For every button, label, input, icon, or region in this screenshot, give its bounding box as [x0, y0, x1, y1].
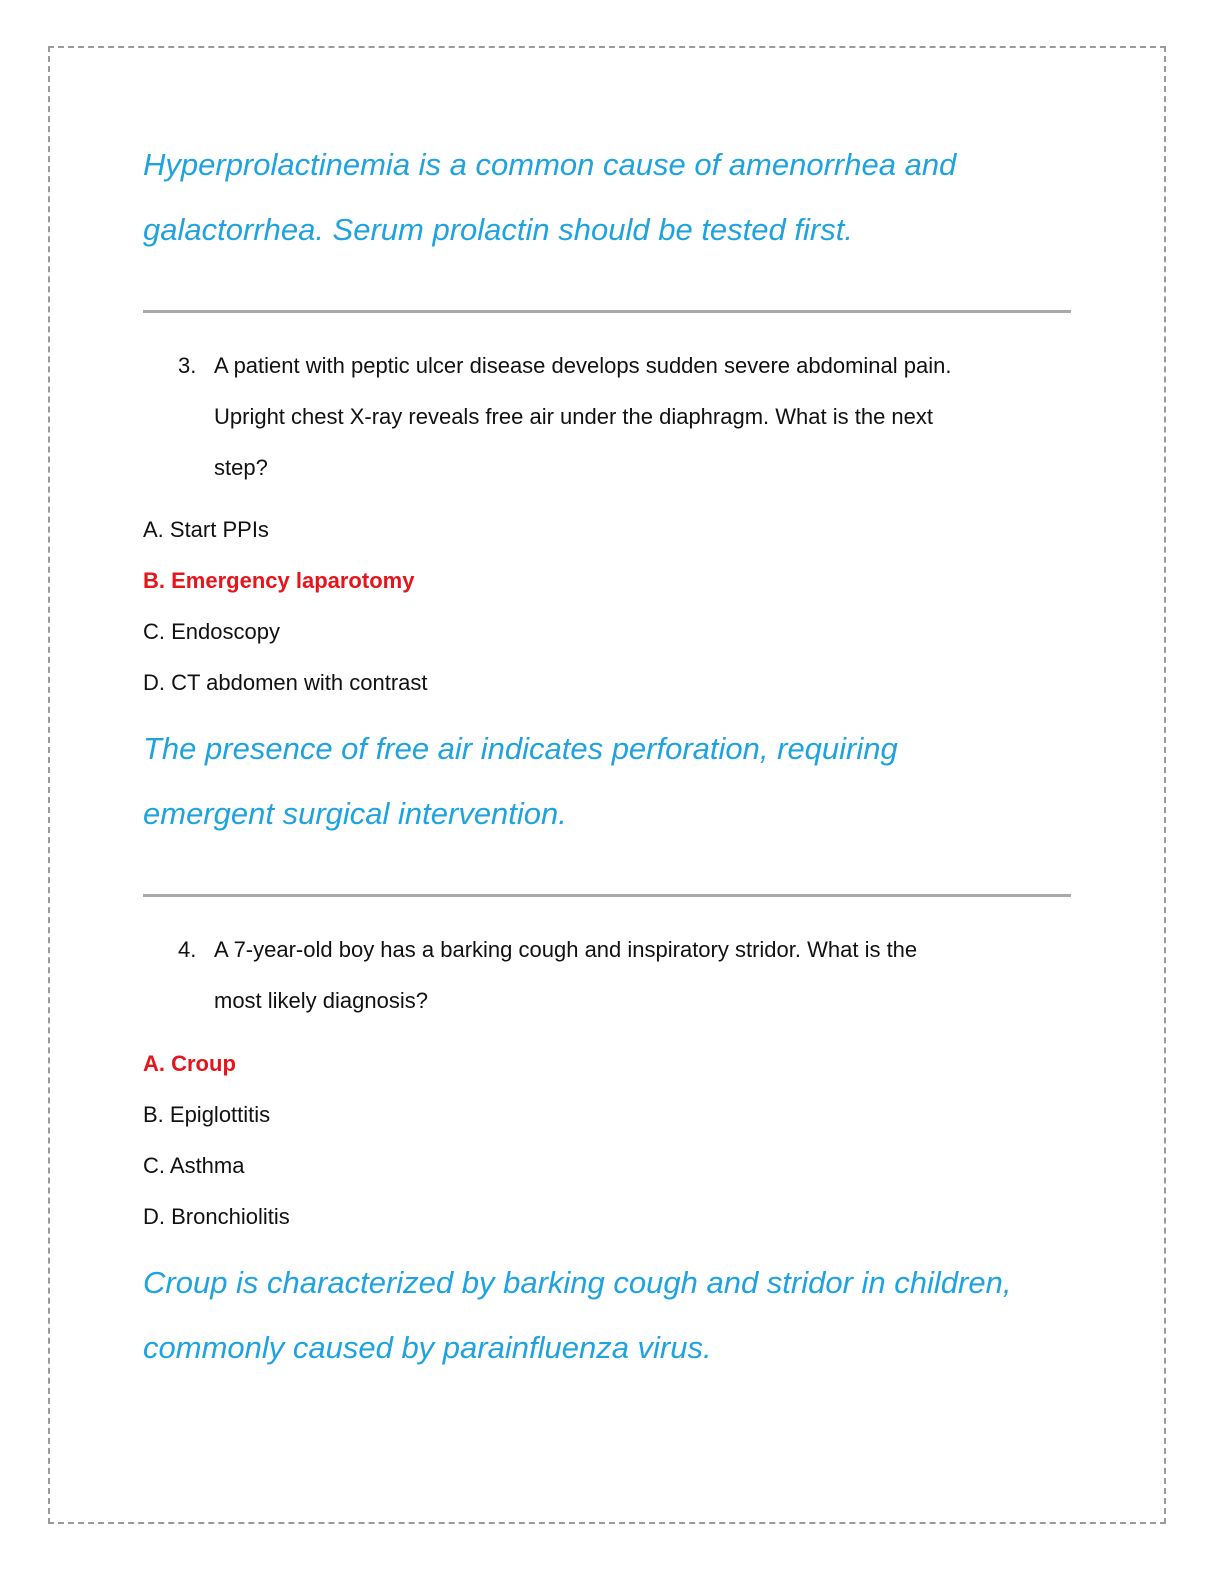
- question-number: 3.: [178, 353, 197, 378]
- explanation-line: emergent surgical intervention.: [143, 796, 567, 831]
- explanation-line: The presence of free air indicates perforation, requiring: [143, 731, 898, 766]
- question-4-explanation: [143, 1250, 1011, 1380]
- option-b: B. Epiglottitis: [143, 1102, 271, 1127]
- question-line: step?: [214, 455, 268, 480]
- intro-explanation: [143, 132, 956, 262]
- option-c: C. Asthma: [143, 1153, 245, 1178]
- option-a: A. Start PPIs: [143, 517, 269, 542]
- question-text: [214, 924, 917, 1026]
- section-divider: [143, 310, 1071, 313]
- explanation-line: Hyperprolactinemia is a common cause of amenorrhea and: [143, 147, 957, 182]
- option-b-correct: B. Emergency laparotomy: [143, 568, 415, 593]
- question-number: 4.: [178, 937, 197, 962]
- question-line: most likely diagnosis?: [214, 988, 428, 1013]
- question-line: A 7-year-old boy has a barking cough and inspiratory stridor. What is the: [214, 937, 918, 962]
- question-text: [214, 340, 951, 493]
- question-line: A patient with peptic ulcer disease develops sudden severe abdominal pain.: [214, 353, 952, 378]
- section-divider: [143, 894, 1071, 897]
- explanation-line: commonly caused by parainfluenza virus.: [143, 1330, 712, 1365]
- option-d: D. Bronchiolitis: [143, 1204, 290, 1229]
- question-line: Upright chest X-ray reveals free air under the diaphragm. What is the next: [214, 404, 934, 429]
- option-c: C. Endoscopy: [143, 619, 280, 644]
- explanation-line: Croup is characterized by barking cough and stridor in children,: [143, 1265, 1012, 1300]
- option-d: D. CT abdomen with contrast: [143, 670, 428, 695]
- explanation-line: galactorrhea. Serum prolactin should be tested first.: [143, 212, 853, 247]
- question-3-explanation: [143, 716, 898, 846]
- option-a-correct: A. Croup: [143, 1051, 236, 1076]
